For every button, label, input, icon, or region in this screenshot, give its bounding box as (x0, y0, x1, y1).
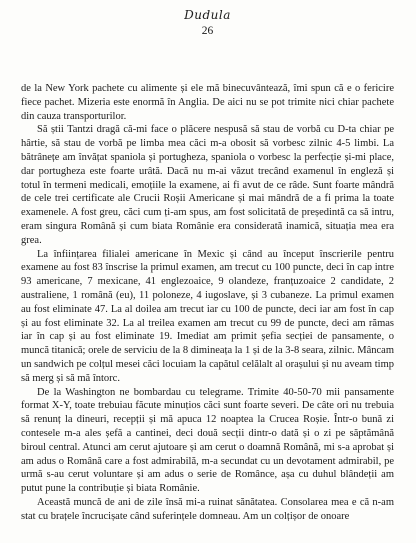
paragraph: de la New York pachete cu alimente și ele mă binecuvântează, îmi spun că e o fericire fiece pachet. Mizeria este enormă în Anglia. De aici nu se pot trimite nici chiar pachete din cauza transporturilor. (21, 83, 394, 122)
page-header (21, 0, 394, 46)
paragraph: Această muncă de ani de zile însă mi-a ruinat sănătatea. Consolarea mea e că n-am stat cu brațele încrucișate când suferințele domneau. Am un colțișor de onoare (21, 496, 394, 522)
paragraph: Să știi Tantzi dragă că-mi face o plăcere nespusă să stau de vorbă cu D-ta chiar pe hârtie, să stau de vorbă pe limba mea căci m-a obosit să vorbesc zilnic 4-5 limbi. La bătrânețe am învățat spaniola și portugheza, spaniola o vorbesc la perfecție și-mi place, dar portugheza este foarte urâtă. Dacă nu m-ai văzut trecând examenul în engleză și totul în termeni medicali, emoțiile la examene, ai fi avut de ce râde. Sunt foarte mândră de cele trei certificate ale Crucii Roșii Americane și mai mândră de a fi prima la toate examenele. A fost greu, căci cum ți-am spus, am fost solicitată de președintă ca să intru, eram singura Română și cum biata Românie era considerată inamică, situația mea era grea. (21, 124, 394, 246)
paragraph: De la Washington ne bombardau cu telegrame. Trimite 40-50-70 mii pansamente format X-Y, toate trebuiau făcute minuțios căci sunt foarte severi. De câte ori nu trebuia să renunț la dineuri, recepții și mă apuca 12 noaptea la Crucea Roșie. Într-o bună zi contesele m-a ales șefă a cantinei, deci două secții dintr-o dată și o zi pe săptămână biroul central. Atunci am cerut ajutoare și am cerut o doamnă Română, mi s-a aprobat și am adus o Română care a fost admirabilă, m-a secundat cu un devotament admirabil, pe urmă s-au cerut voluntare și am adus o serie de Românce, așa cu duhul blândeții am putut pune la contribuție și biata Românie. (21, 386, 394, 495)
page-number: 26 (201, 25, 214, 37)
running-title: Dudula (184, 8, 231, 22)
body-text (21, 82, 394, 524)
paragraph: La înființarea filialei americane în Mexic și când au început înscrierile pentru examene au fost 83 înscrise la primul examen, am trecut cu 100 puncte, deci în cap intre 93 americane, 7 mexicane, 41 englezoaice, 9 olandeze, franțuzoaice 2 candidate, 2 australiene, 1 română (eu), 11 poloneze, 4 iugoslave, și 3 cubaneze. La primul examen au fost eliminate 47. La al doilea am trecut iar cu 100 de puncte, deci iar am fost în cap și au fost eliminate 32. La al treilea examen am trecut cu 99 de puncte, deci am rămas iar în cap și au fost eliminate 19. Imediat am primit șefia secției de pansamente, o muncă titanică; orele de serviciu de la 8 dimineața la 1 și de la 3-8 seara, zilnic. Mâncam un sandwich pe colțul mesei căci locuiam la capătul celălalt al orașului și nu aveam timp să merg și să mă întorc. (21, 248, 394, 384)
